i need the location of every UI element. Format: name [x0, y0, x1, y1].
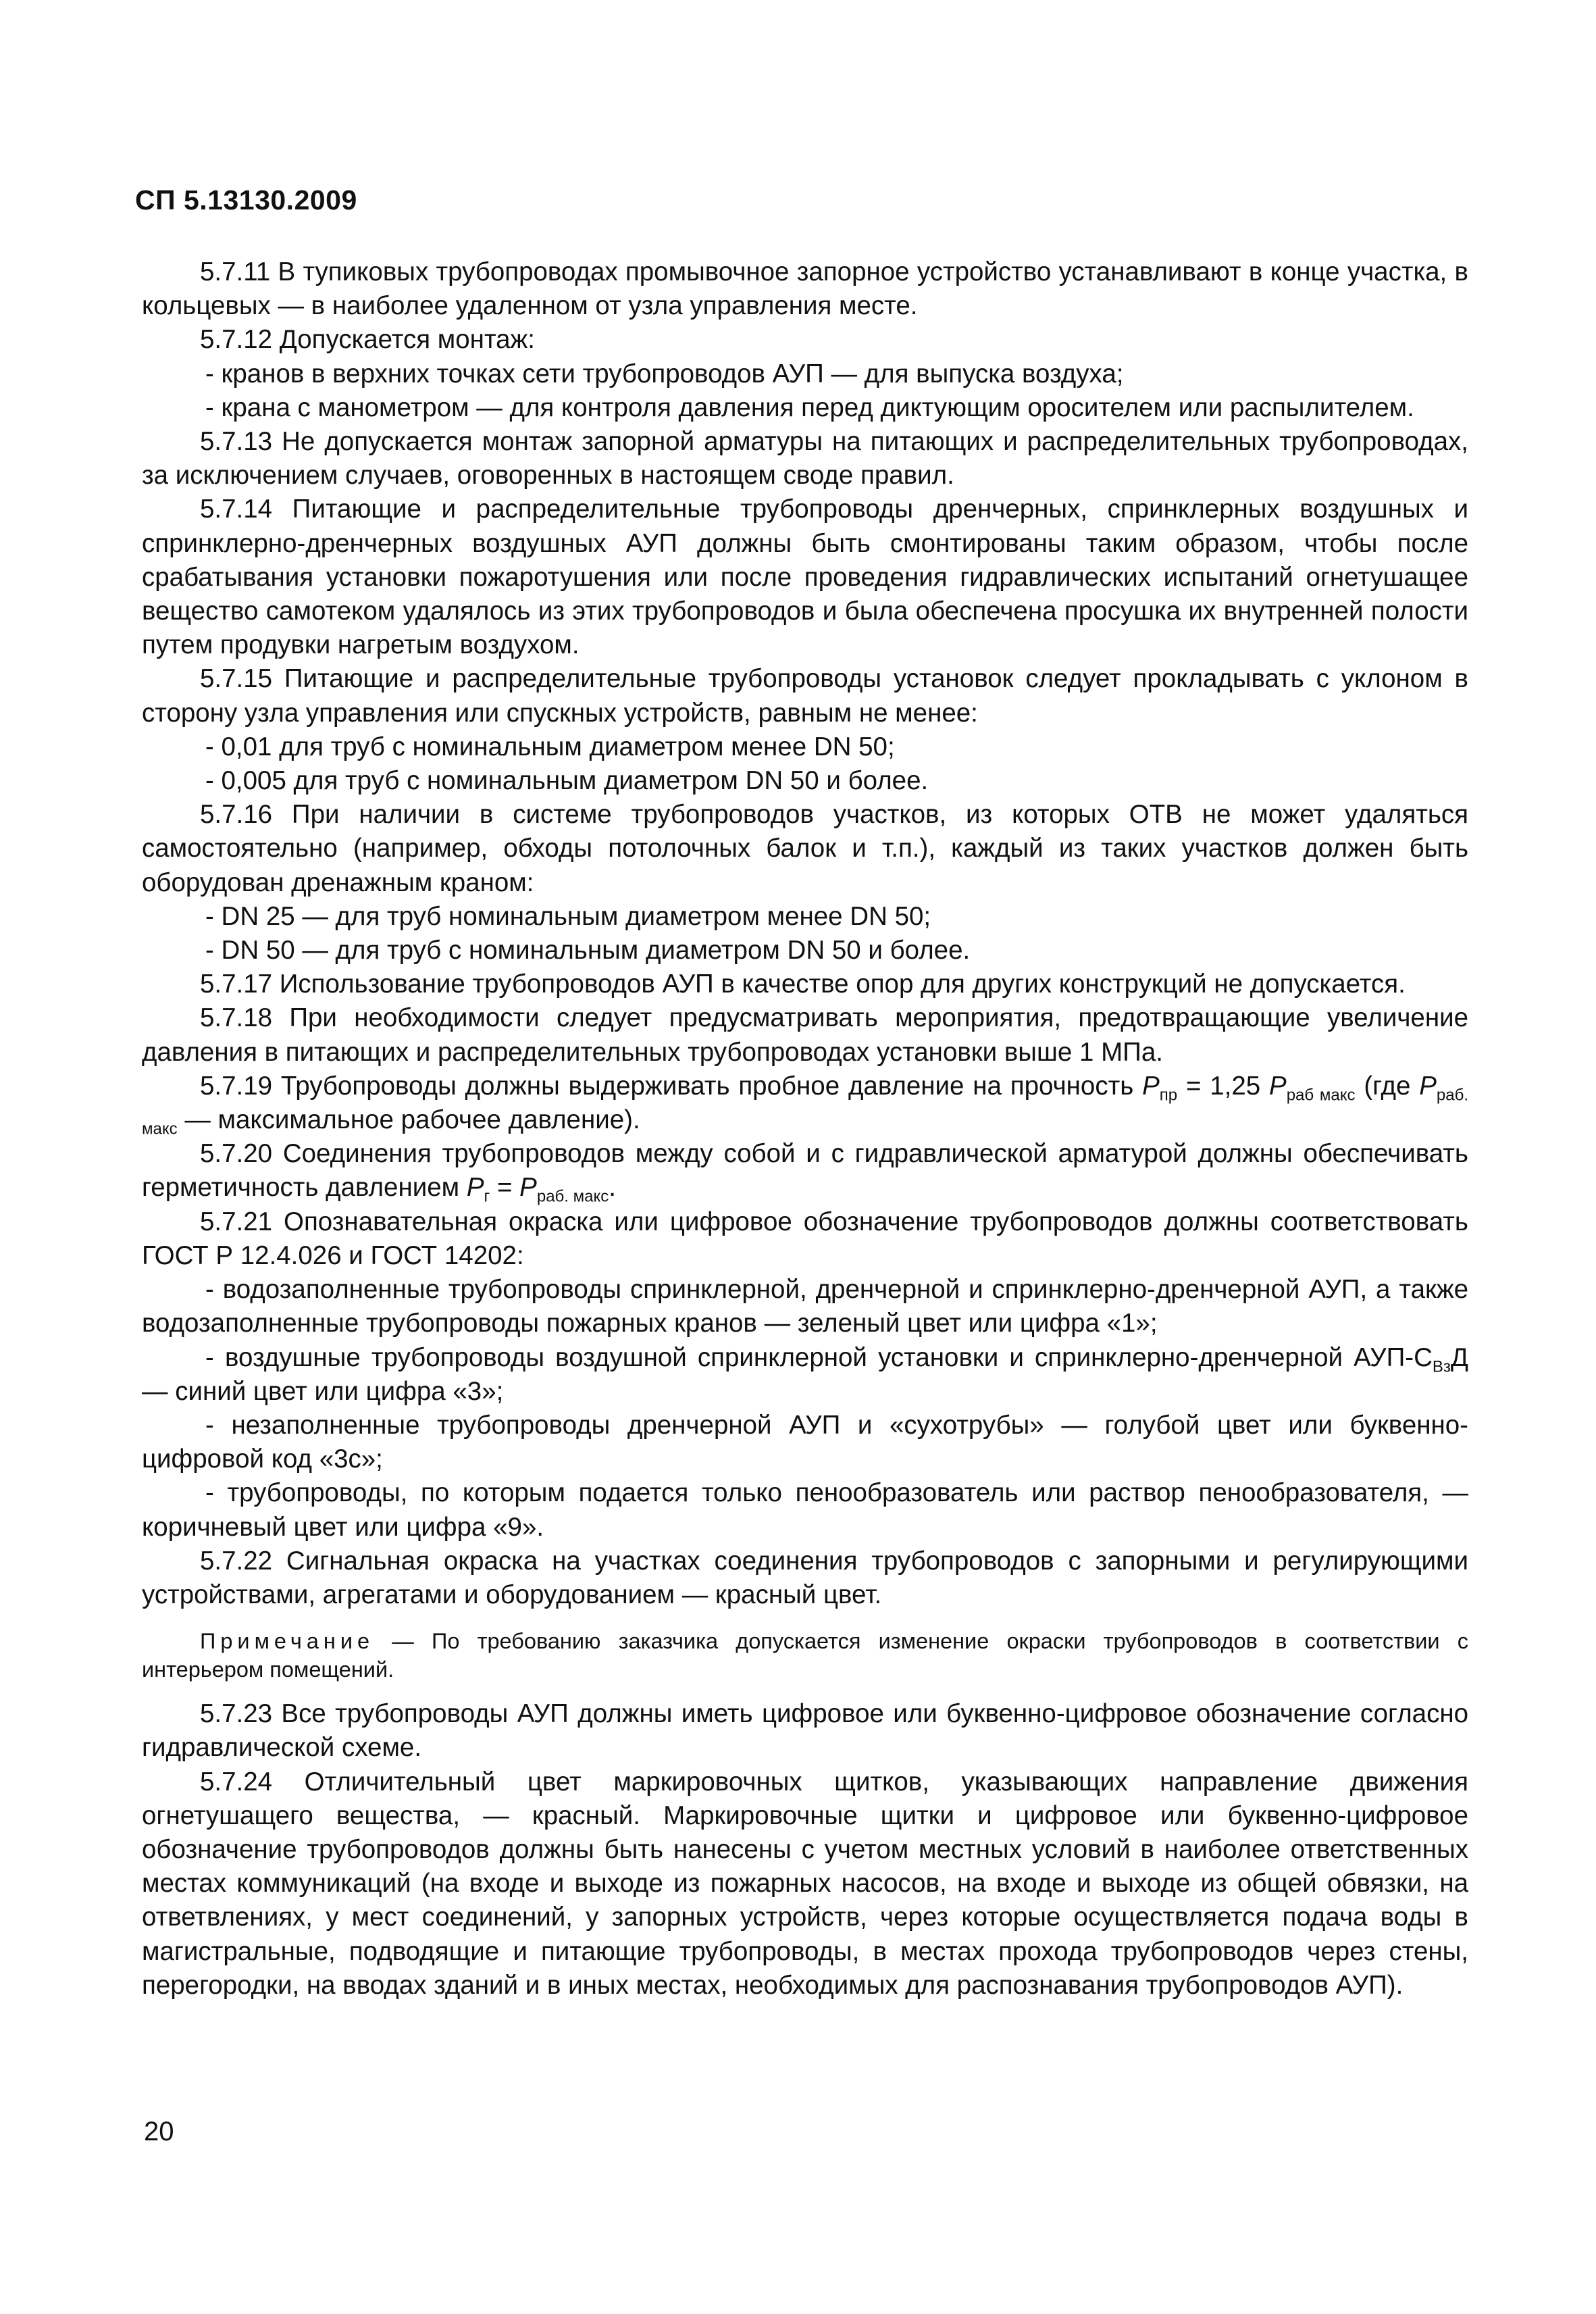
- note-heading: Примечание: [200, 1629, 375, 1654]
- pressure-symbol: P: [1269, 1071, 1287, 1101]
- paragraph-5-7-16: 5.7.16 При наличии в системе трубопроводов участков, из которых ОТВ не может удаляться самостоятельно (например, обходы потолочных балок и т.п.), каждый из таких участков должен быть оборудован дренажным краном:: [142, 800, 1468, 897]
- paragraph-5-7-22: 5.7.22 Сигнальная окраска на участках соединения трубопроводов с запорными и регулирующими устройствами, агрегатами и оборудованием — красный цвет.: [142, 1546, 1468, 1609]
- pressure-symbol: P: [466, 1173, 484, 1203]
- pressure-symbol: P: [1419, 1071, 1437, 1101]
- list-item: - кранов в верхних точках сети трубопроводов АУП — для выпуска воздуха;: [205, 359, 1124, 388]
- text-run: =: [490, 1173, 520, 1203]
- list-item: - 0,005 для труб с номинальным диаметром DN 50 и более.: [205, 766, 929, 796]
- text-run: 5.7.20 Соединения трубопроводов между собой и с гидравлической арматурой должны обеспечивать герметичность давлением: [142, 1139, 1468, 1203]
- text-run: .: [609, 1173, 616, 1203]
- paragraph-5-7-14: 5.7.14 Питающие и распределительные трубопроводы дренчерных, спринклерных воздушных и спринклерно-дренчерных воздушных АУП должны быть смонтированы таким образом, чтобы после срабатывания установки пожаротушения или после проведения гидравлических испытаний огнетушащее вещество самотеком удалялось из этих трубопроводов и была обеспечена просушка их внутренней полости путем продувки нагретым воздухом.: [142, 495, 1468, 660]
- pressure-symbol: P: [519, 1173, 537, 1203]
- list-item: - трубопроводы, по которым подается только пенообразователь или раствор пенообразователя, — коричневый цвет или цифра «9».: [142, 1478, 1468, 1542]
- paragraph-5-7-15: 5.7.15 Питающие и распределительные трубопроводы установок следует прокладывать с уклоном в сторону узла управления или спускных устройств, равным не менее:: [142, 664, 1468, 728]
- type-subscript: Вз: [1432, 1357, 1451, 1376]
- note-text: — По требованию заказчика допускается изменение окраски трубопроводов в соответствии с интерьером помещений.: [142, 1629, 1468, 1682]
- paragraph-5-7-24: 5.7.24 Отличительный цвет маркировочных щитков, указывающих направление движения огнетушащего вещества, — красный. Маркировочные щитки и цифровое или буквенно-цифровое обозначение трубопроводов должны быть нанесены с учетом местных условий в наиболее ответственных местах коммуникаций (на входе и выходе из пожарных насосов, на входе и выходе из общей обвязки, на ответвлениях, у мест соединений, у запорных устройств, через которые осуществляется подача воды в магистральные, подводящие и питающие трубопроводы, в местах прохода трубопроводов через стены, перегородки, на вводах зданий и в иных местах, необходимых для распознавания трубопроводов АУП).: [142, 1767, 1468, 2000]
- text-run: Д — синий цвет или цифра «3»;: [142, 1342, 1468, 1406]
- pressure-subscript: раб макс: [1286, 1086, 1356, 1105]
- document-body: [142, 255, 1468, 2003]
- text-run: 5.7.19 Трубопроводы должны выдерживать пробное давление на прочность: [200, 1071, 1143, 1101]
- document-code: СП 5.13130.2009: [135, 184, 357, 216]
- paragraph-5-7-23: 5.7.23 Все трубопроводы АУП должны иметь цифровое или буквенно-цифровое обозначение согласно гидравлической схеме.: [142, 1699, 1468, 1763]
- paragraph-5-7-18: 5.7.18 При необходимости следует предусматривать мероприятия, предотвращающие увеличение давления в питающих и распределительных трубопроводах установки выше 1 МПа.: [142, 1003, 1468, 1067]
- page-number: 20: [144, 2117, 174, 2146]
- list-item: - водозаполненные трубопроводы спринклерной, дренчерной и спринклерно-дренчерной АУП, а также водозаполненные трубопроводы пожарных кранов — зеленый цвет или цифра «1»;: [142, 1275, 1468, 1338]
- list-item: - DN 50 — для труб с номинальным диаметром DN 50 и более.: [205, 936, 971, 965]
- pressure-symbol: P: [1142, 1071, 1160, 1101]
- text-run: (где: [1355, 1071, 1420, 1101]
- paragraph-5-7-11: 5.7.11 В тупиковых трубопроводах промывочное запорное устройство устанавливают в конце участка, в кольцевых — в наиболее удаленном от узла управления месте.: [142, 257, 1468, 321]
- paragraph-5-7-17: 5.7.17 Использование трубопроводов АУП в качестве опор для других конструкций не допускается.: [200, 970, 1406, 999]
- list-item: - незаполненные трубопроводы дренчерной АУП и «сухотрубы» — голубой цвет или буквенно-цифровой код «3с»;: [142, 1410, 1468, 1474]
- pressure-subscript: раб. макс: [536, 1188, 609, 1207]
- list-item: [142, 1341, 1468, 1409]
- paragraph-5-7-20: [142, 1137, 1468, 1205]
- text-run: — максимальное рабочее давление).: [177, 1105, 640, 1135]
- text-run: - воздушные трубопроводы воздушной спринклерной установки и спринклерно-дренчерной АУП-С: [205, 1342, 1433, 1372]
- paragraph-5-7-21: 5.7.21 Опознавательная окраска или цифровое обозначение трубопроводов должны соответствовать ГОСТ Р 12.4.026 и ГОСТ 14202:: [142, 1207, 1468, 1270]
- note: [142, 1627, 1468, 1684]
- paragraph-5-7-19: [142, 1070, 1468, 1137]
- pressure-subscript: пр: [1159, 1086, 1178, 1105]
- pressure-subscript: г: [484, 1188, 490, 1207]
- paragraph-5-7-13: 5.7.13 Не допускается монтаж запорной арматуры на питающих и распределительных трубопроводах, за исключением случаев, оговоренных в настоящем своде правил.: [142, 427, 1468, 491]
- paragraph-5-7-12: 5.7.12 Допускается монтаж:: [200, 325, 536, 355]
- list-item: - DN 25 — для труб номинальным диаметром менее DN 50;: [205, 901, 931, 931]
- list-item: - 0,01 для труб с номинальным диаметром менее DN 50;: [205, 732, 895, 761]
- list-item: - крана с манометром — для контроля давления перед диктующим оросителем или распылителем.: [205, 393, 1414, 422]
- text-run: = 1,25: [1177, 1071, 1269, 1101]
- pressure-subscript: раб. макс: [142, 1086, 1468, 1138]
